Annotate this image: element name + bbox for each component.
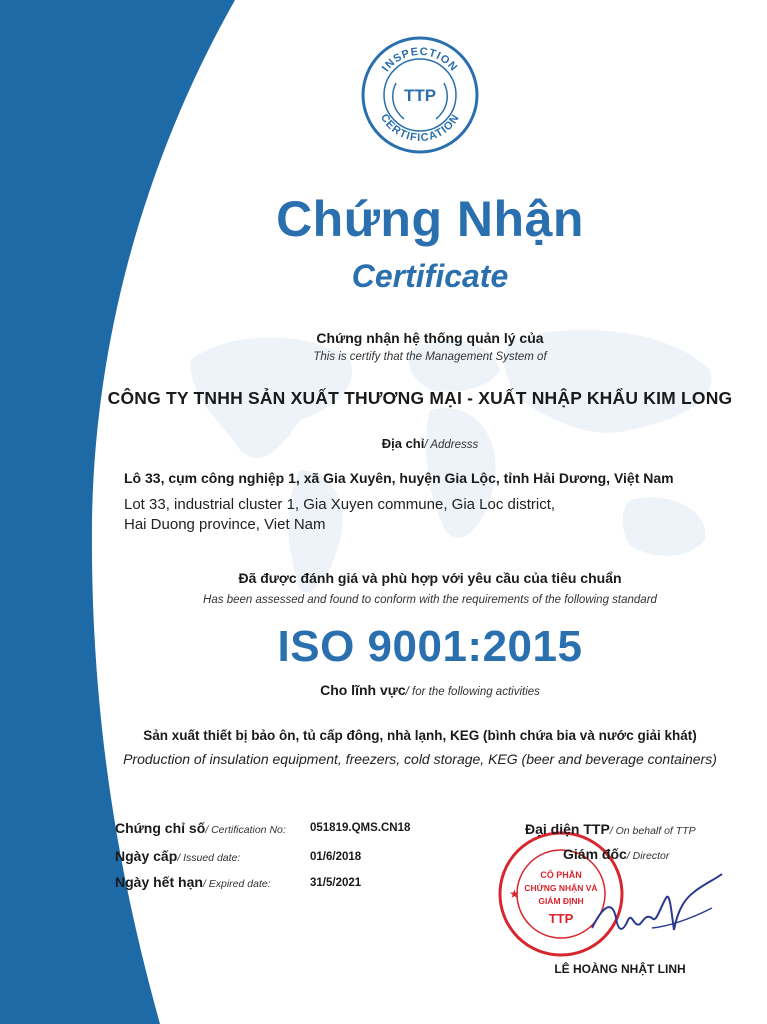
issued-date-label-en: / Issued date: [177,852,241,864]
expired-date-value: 31/5/2021 [310,877,362,889]
address-label [150,436,710,451]
certify-statement-en: This is certify that the Management System of [313,351,547,363]
title-vietnamese: Chứng Nhận [276,191,584,247]
address-english-line2: Hai Duong province, Viet Nam [124,516,326,533]
issued-date-row [115,848,240,864]
certify-statement-vi: Chứng nhận hệ thống quản lý của [316,330,544,346]
cert-number-row [115,820,286,836]
svg-text:TTP: TTP [403,86,437,105]
on-behalf-label-en: / On behalf of TTP [609,825,696,837]
activities-label [150,682,710,698]
on-behalf-label-vi: Đại diện TTP [525,821,610,837]
scope-english: Production of insulation equipment, freezers, cold storage, KEG (beer and beverage containers) [123,751,717,767]
issued-date-label-vi: Ngày cấp [115,848,178,864]
address-label-vi: Địa chỉ [381,436,425,451]
svg-text:INSPECTION: INSPECTION [379,45,460,75]
ttp-seal-logo [360,35,480,155]
director-title-en: / Director [626,850,670,862]
assessment-statement-vi: Đã được đánh giá và phù hợp với yêu cầu của tiêu chuẩn [238,570,622,586]
company-name: CÔNG TY TNHH SẢN XUẤT THƯƠNG MẠI - XUẤT NHẬP KHẨU KIM LONG [107,388,733,408]
activities-label-en: / for the following activities [405,686,540,698]
signer-name: LÊ HOÀNG NHẬT LINH [554,962,686,976]
svg-text:GIÁM ĐỊNH: GIÁM ĐỊNH [538,896,584,906]
issued-date-value: 01/6/2018 [310,851,362,863]
on-behalf-label [525,821,696,837]
cert-number-label-vi: Chứng chỉ số [115,820,206,836]
svg-text:CERTIFICATION: CERTIFICATION [377,111,463,145]
expired-date-row [115,874,271,890]
cert-number-value: 051819.QMS.CN18 [310,822,411,834]
scope-vietnamese: Sản xuất thiết bị bảo ôn, tủ cấp đông, nhà lạnh, KEG (bình chứa bia và nước giải khát) [143,728,697,743]
address-vietnamese: Lô 33, cụm công nghiệp 1, xã Gia Xuyên, huyện Gia Lộc, tỉnh Hải Dương, Việt Nam [124,470,674,486]
title-english: Certificate [351,258,509,294]
activities-label-vi: Cho lĩnh vực [320,682,406,698]
svg-text:★: ★ [509,887,520,901]
address-english [124,495,724,535]
assessment-statement-en: Has been assessed and found to conform with the requirements of the following standard [203,594,657,606]
expired-date-label-vi: Ngày hết hạn [115,874,203,890]
director-title-vi: Giám đốc [563,846,627,862]
svg-text:CỔ PHẦN: CỔ PHẦN [540,870,582,880]
address-english-line1: Lot 33, industrial cluster 1, Gia Xuyen commune, Gia Loc district, [124,496,556,513]
director-title [563,846,669,862]
cert-number-label-en: / Certification No: [205,824,286,836]
iso-standard: ISO 9001:2015 [277,622,583,671]
svg-text:TTP: TTP [548,911,574,926]
director-signature [582,868,732,958]
expired-date-label-en: / Expired date: [202,878,271,890]
address-label-en: / Addresss [424,439,479,451]
svg-text:CHỨNG NHẬN VÀ: CHỨNG NHẬN VÀ [524,883,598,893]
